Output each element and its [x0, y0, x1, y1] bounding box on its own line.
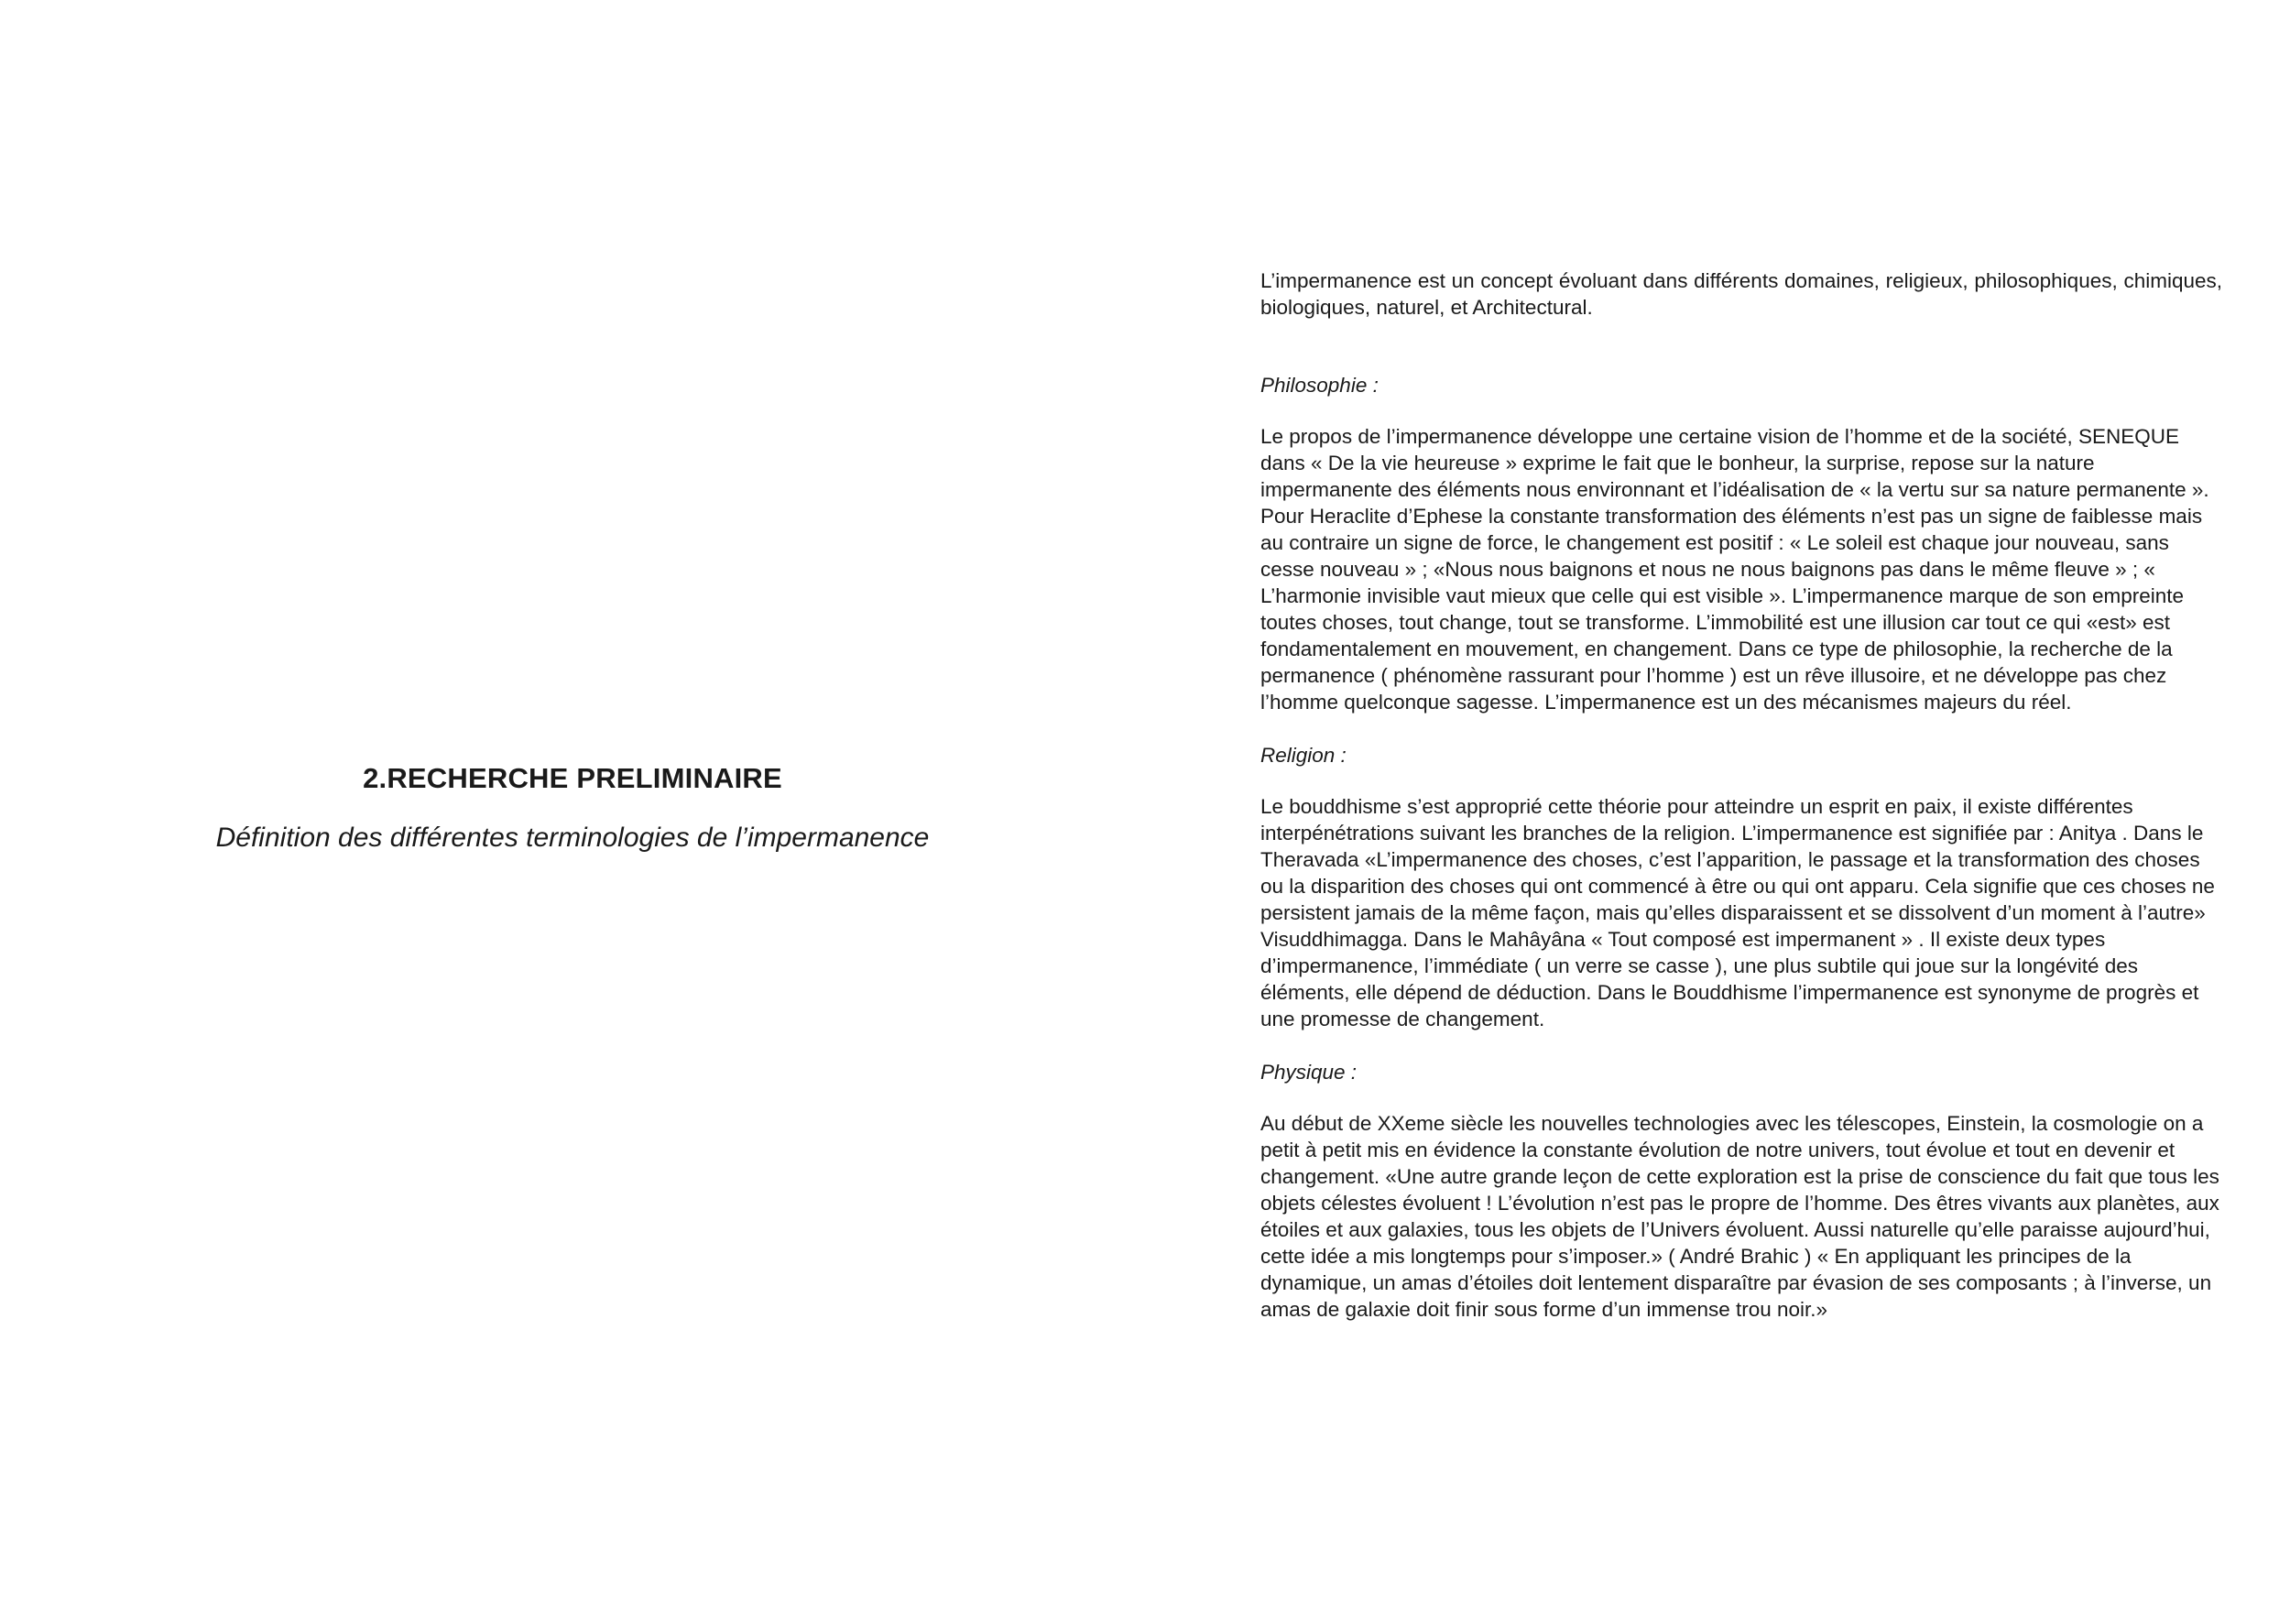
- intro-paragraph: L’impermanence est un concept évoluant dans différents domaines, religieux, philosophiques, chimiques, biologiques, naturel, et Architectural.: [1260, 269, 2222, 319]
- right-page: [1260, 267, 2222, 1323]
- section-heading: Physique :: [1260, 1061, 1358, 1084]
- section-body: Le bouddhisme s’est approprié cette théorie pour atteindre un esprit en paix, il existe différentes interpénétrations suivant les branches de la religion. L’impermanence est signifiée par : Anitya . Dans le Theravada «L’impermanence des choses, c’est l’apparition, le passage et la transformation des choses ou la disparition des choses qui ont commencé à être ou qui ont apparu. Cela signifie que ces choses ne persistent jamais de la même façon, mais qu’elles disparaissent et se dissolvent d’un moment à l’autre» Visuddhimagga. Dans le Mahâyâna « Tout composé est impermanent » . Il existe deux types d’impermanence, l’immédiate ( un verre se casse ), une plus subtile qui joue sur la longévité des éléments, elle dépend de déduction. Dans le Bouddhisme l’impermanence est synonyme de progrès et une promesse de changement.: [1260, 795, 2215, 1030]
- section-body: Au début de XXeme siècle les nouvelles technologies avec les télescopes, Einstein, la cosmologie on a petit à petit mis en évidence la constante évolution de notre univers, tout évolue et tout en devenir et changement. «Une autre grande leçon de cette exploration est la prise de conscience du fait que tous les objets célestes évoluent ! L’évolution n’est pas le propre de l’homme. Des êtres vivants aux planètes, aux étoiles et aux galaxies, tous les objets de l’Univers évoluent. Aussi naturelle qu’elle paraisse aujourd’hui, cette idée a mis longtemps pour s’imposer.» ( André Brahic ) « En appliquant les principes de la dynamique, un amas d’étoiles doit lentement disparaître par évasion de ses composants ; à l’inverse, un amas de galaxie doit finir sous forme d’un immense trou noir.»: [1260, 1112, 2219, 1321]
- section-religion: [1260, 742, 2222, 1032]
- section-philosophie: [1260, 372, 2222, 715]
- section-body: Le propos de l’impermanence développe une certaine vision de l’homme et de la société, SENEQUE dans « De la vie heureuse » exprime le fait que le bonheur, la surprise, repose sur la nature impermanente des éléments nous environnant et l’idéalisation de « la vertu sur sa nature permanente ». Pour Heraclite d’Ephese la constante transformation des éléments n’est pas un signe de faiblesse mais au contraire un signe de force, le changement est positif : « Le soleil est chaque jour nouveau, sans cesse nouveau » ; «Nous nous baignons et nous ne nous baignons pas dans le même fleuve » ; « L’harmonie invisible vaut mieux que celle qui est visible ». L’impermanence marque de son empreinte toutes choses, tout change, tout se transforme. L’immobilité est une illusion car tout ce qui «est» est fondamentalement en mouvement, en changement. Dans ce type de philosophie, la recherche de la permanence ( phénomène rassurant pour l’homme ) est un rêve illusoire, et ne développe pas chez l’homme quelconque sagesse. L’impermanence est un des mécanismes majeurs du réel.: [1260, 425, 2209, 714]
- section-heading: Philosophie :: [1260, 374, 1379, 397]
- section-title: 2.RECHERCHE PRELIMINAIRE: [363, 762, 782, 794]
- section-heading: Religion :: [1260, 744, 1347, 767]
- section-subtitle: Définition des différentes terminologies de l’impermanence: [215, 823, 930, 853]
- section-physique: [1260, 1059, 2222, 1323]
